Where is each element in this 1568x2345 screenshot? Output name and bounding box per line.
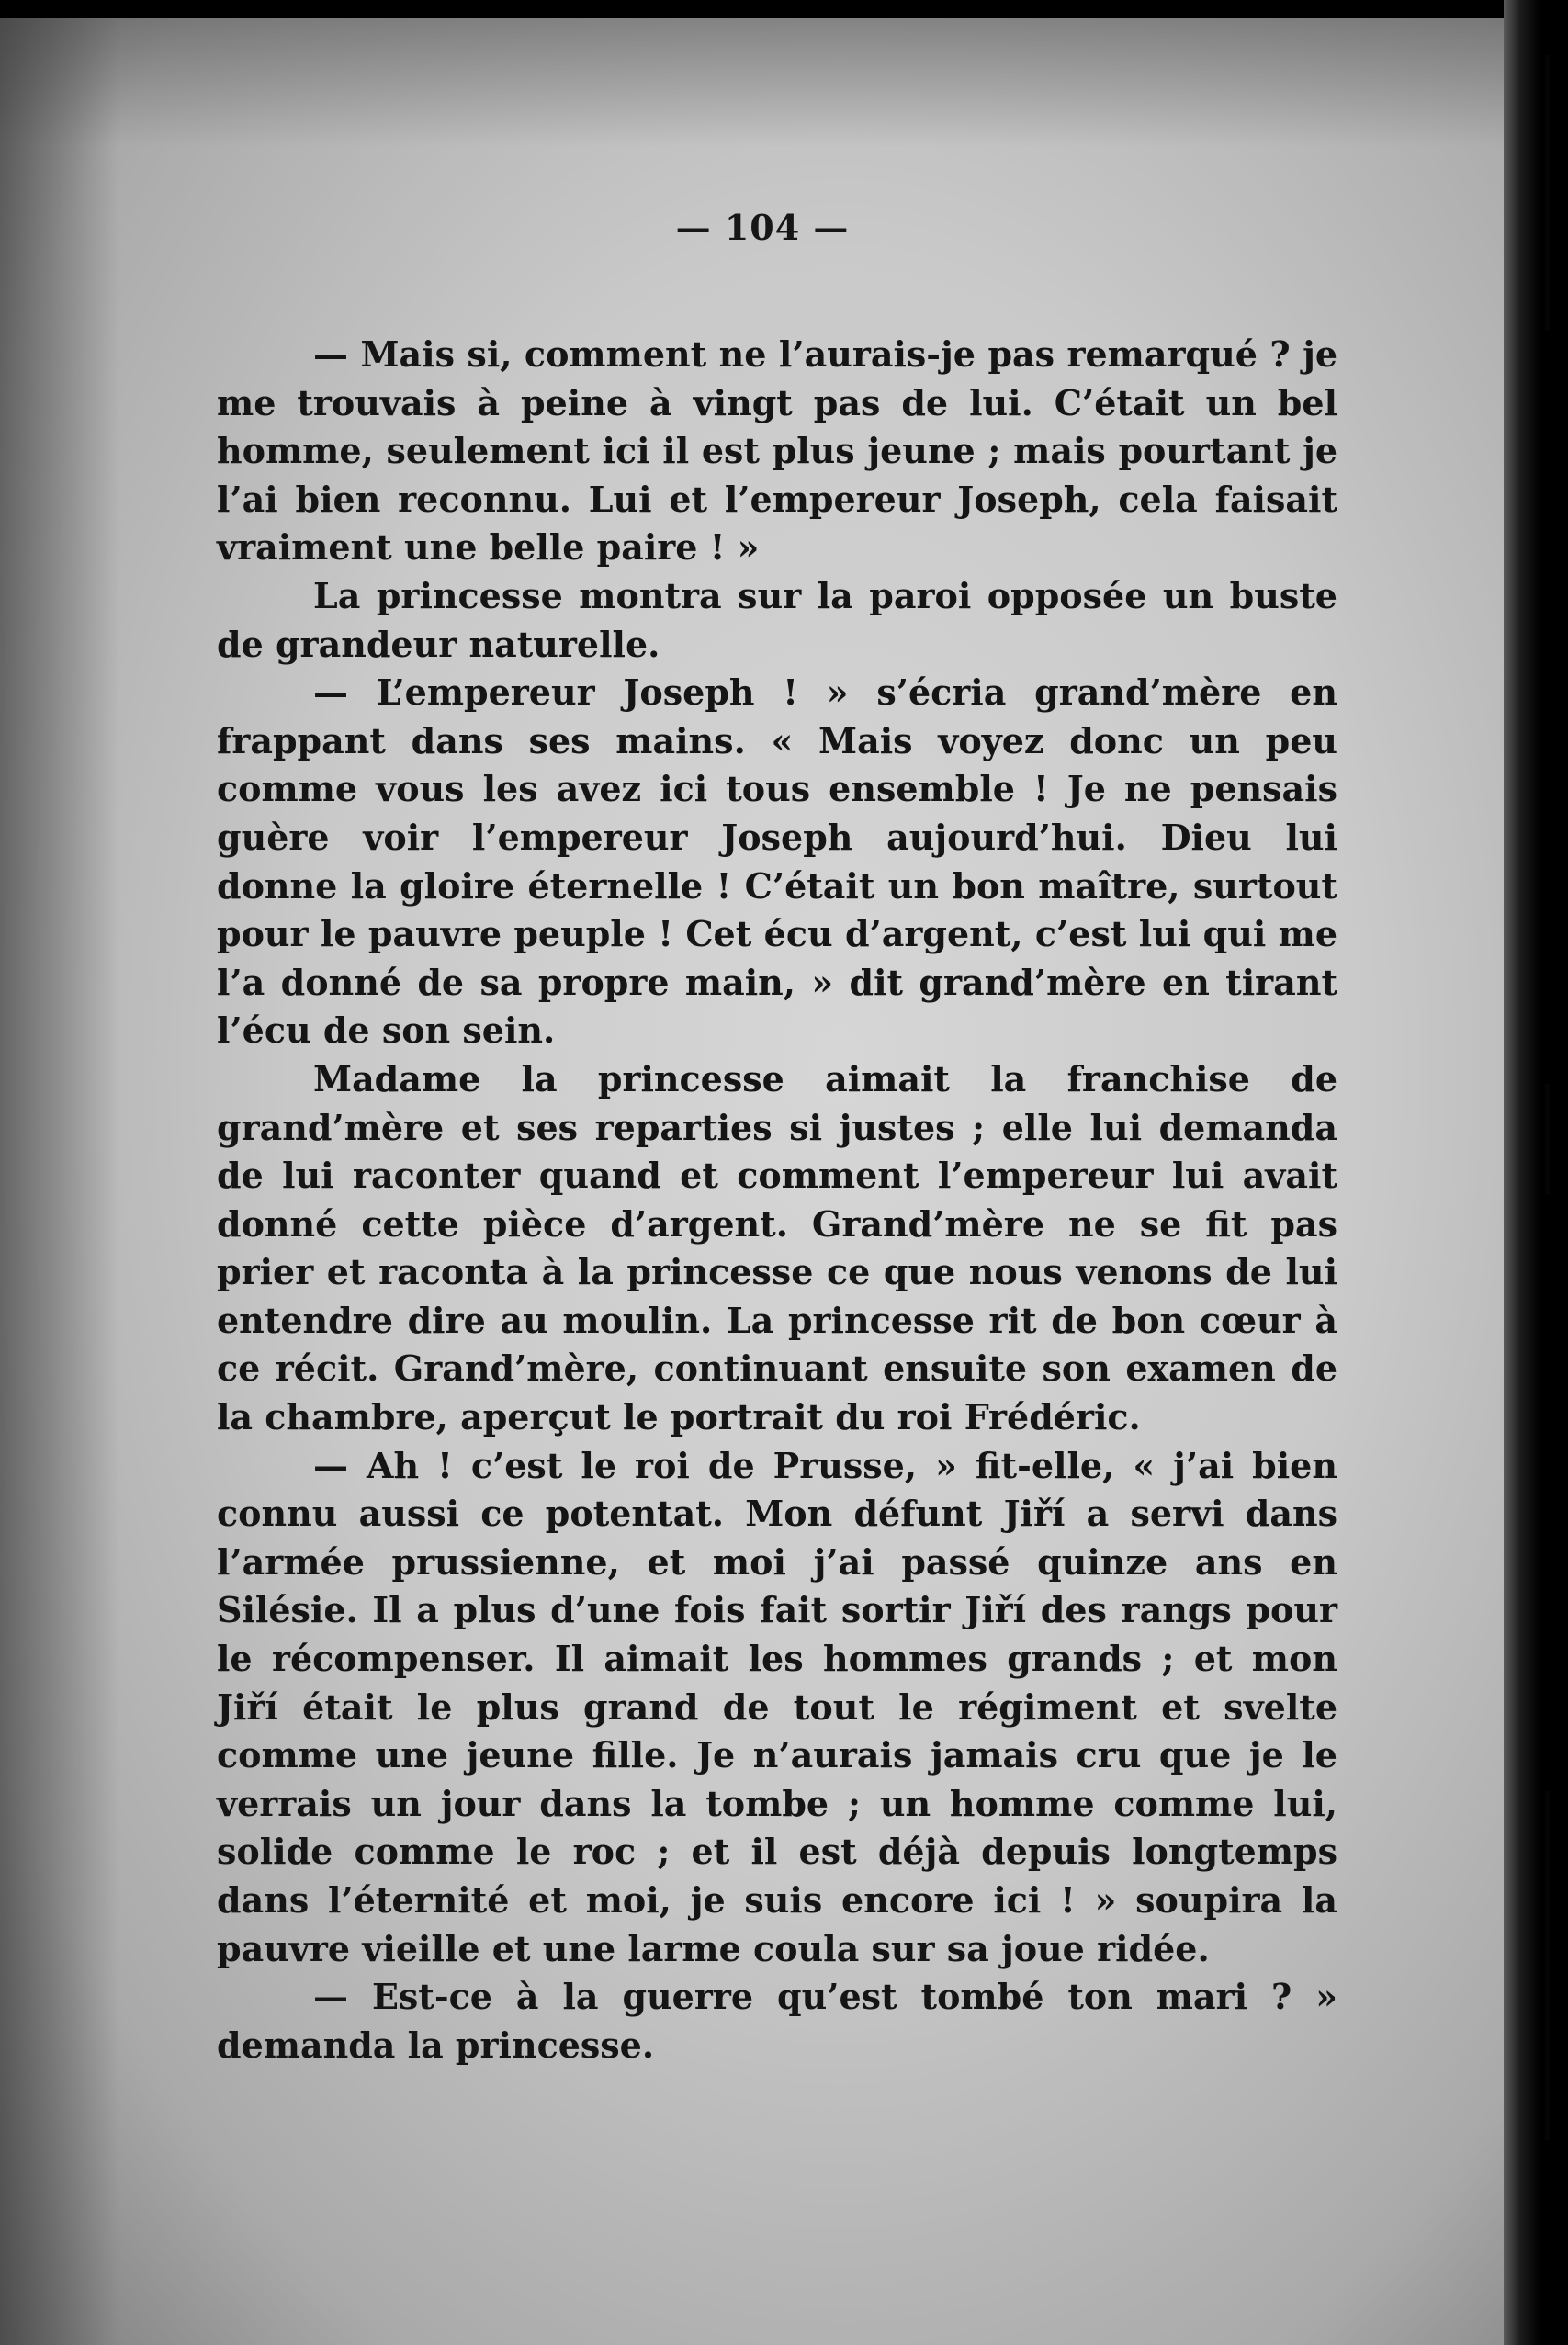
paragraph: Madame la princesse aimait la franchise de grand’mère et ses reparties si justes ; elle lui demanda de lui raconter quand et comment l’empereur lui avait donné cette pièce d’argent. Grand’mère ne se fit pas prier et raconta à la princesse ce que nous venons de lui entendre dire au moulin. La princesse rit de bon cœur à ce récit. Grand’mère, continuant ensuite son examen de la chambre, aperçut le portrait du roi Frédéric. [217,1057,1337,1438]
book-spine-shadow [1504,0,1568,2345]
paragraph: — Est-ce à la guerre qu’est tombé ton mari ? » demanda la princesse. [217,1976,1337,2066]
binding-thread [1545,1084,1550,1194]
paragraph: — Mais si, comment ne l’aurais-je pas remarqué ? je me trouvais à peine à vingt pas de lui. C’était un bel homme, seulement ici il est plus jeune ; mais pourtant je l’ai bien reconnu. Lui et l’empereur Joseph, cela faisait vraiment une belle paire ! » [217,333,1337,569]
body-text [217,331,1337,2069]
binding-thread [1545,1791,1550,2140]
page-number: — 104 — [675,207,850,248]
paragraph: — Ah ! c’est le roi de Prusse, » fit-elle, « j’ai bien connu aussi ce potentat. Mon défunt Jiří a servi dans l’armée prussienne, et moi j’ai passé quinze ans en Silésie. Il a plus d’une fois fait sortir Jiří des rangs pour le récompenser. Il aimait les hommes grands ; et mon Jiří était le plus grand de tout le régiment et svelte comme une jeune fille. Je n’aurais jamais cru que je le verrais un jour dans la tombe ; un homme comme lui, solide comme le roc ; et il est déjà depuis longtemps dans l’éternité et moi, je suis encore ici ! » soupira la pauvre vieille et une larme coula sur sa joue ridée. [217,1444,1337,1969]
paragraph: La princesse montra sur la paroi opposée un buste de grandeur naturelle. [217,574,1337,665]
binding-thread [1545,55,1550,331]
paper-sheet [0,18,1525,2345]
paragraph: — L’empereur Joseph ! » s’écria grand’mère en frappant dans ses mains. « Mais voyez donc un peu comme vous les avez ici tous ensemble ! Je ne pensais guère voir l’empereur Joseph aujourd’hui. Dieu lui donne la gloire éternelle ! C’était un bon maître, surtout pour le pauvre peuple ! Cet écu d’argent, c’est lui qui me l’a donné de sa propre main, » dit grand’mère en tirant l’écu de son sein. [217,671,1337,1052]
